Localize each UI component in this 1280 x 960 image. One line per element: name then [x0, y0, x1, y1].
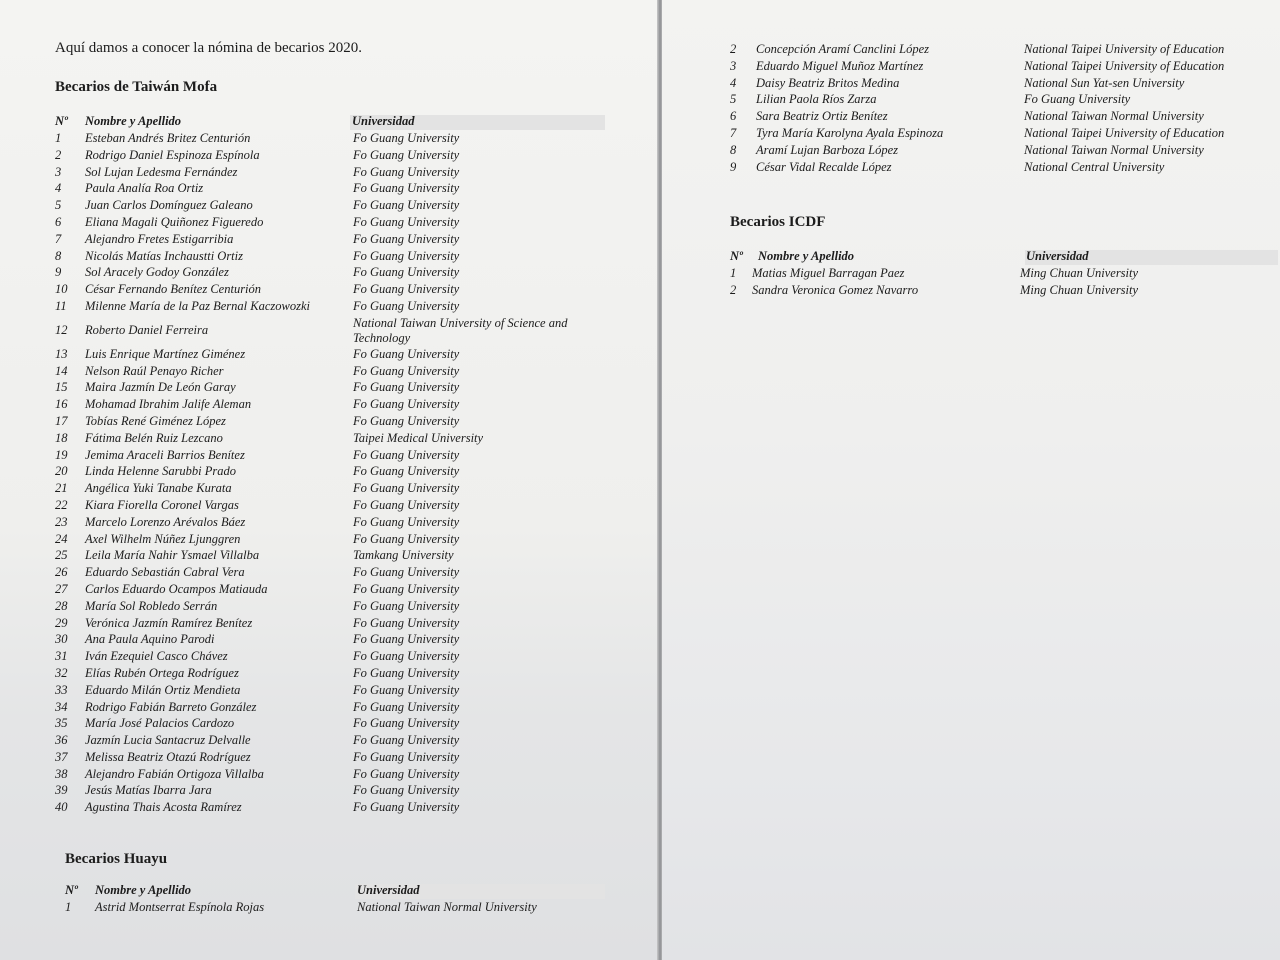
university: Fo Guang University	[353, 565, 460, 580]
student-name: Jesús Matías Ibarra Jara	[85, 783, 212, 798]
university: Fo Guang University	[353, 699, 460, 714]
university: Fo Guang University	[353, 481, 460, 496]
table-row	[55, 364, 615, 381]
row-number: 35	[55, 716, 68, 731]
university: Fo Guang University	[353, 447, 460, 462]
student-name: Axel Wilhelm Núñez Ljunggren	[85, 531, 241, 546]
student-name: Iván Ezequiel Casco Chávez	[85, 649, 228, 664]
table-row	[55, 649, 615, 666]
university: National Taiwan Normal University	[1024, 142, 1204, 157]
table-row	[55, 316, 615, 347]
university: National Sun Yat-sen University	[1024, 75, 1185, 90]
table-row	[55, 733, 615, 750]
university: Fo Guang University	[353, 363, 460, 378]
table-row	[55, 165, 615, 182]
student-name: Mohamad Ibrahim Jalife Aleman	[85, 397, 252, 412]
row-number: 32	[55, 665, 68, 680]
student-name: Tobías René Giménez López	[85, 413, 226, 428]
university: National Taiwan Normal University	[357, 900, 537, 914]
student-name: Lilian Paola Ríos Zarza	[756, 92, 877, 107]
university: Fo Guang University	[353, 214, 460, 229]
student-name: Marcelo Lorenzo Arévalos Báez	[85, 514, 246, 529]
student-name: Milenne María de la Paz Bernal Kaczowozki	[85, 298, 310, 313]
university: Fo Guang University	[353, 397, 460, 412]
university: Fo Guang University	[353, 632, 460, 647]
table-row	[55, 282, 615, 299]
row-number: 36	[55, 733, 68, 748]
university: National Taipei University of Education	[1024, 42, 1225, 56]
table-row	[55, 347, 615, 364]
student-name: Sol Lujan Ledesma Fernández	[85, 164, 238, 179]
student-name: Carlos Eduardo Ocampos Matiauda	[85, 581, 268, 596]
row-number: 25	[55, 548, 68, 563]
col-num-header: Nº	[55, 114, 68, 128]
table-row	[730, 283, 1270, 300]
student-name: Jazmín Lucia Santacruz Delvalle	[85, 733, 251, 748]
student-name: Astrid Montserrat Espínola Rojas	[95, 900, 265, 914]
university: National Central University	[1024, 159, 1165, 174]
row-number: 39	[55, 783, 68, 798]
table-row	[55, 666, 615, 683]
table-row	[55, 700, 615, 717]
table-row	[730, 266, 1270, 283]
student-name: Tyra María Karolyna Ayala Espinoza	[756, 125, 944, 140]
row-number: 10	[55, 282, 68, 297]
university: Fo Guang University	[353, 766, 460, 781]
student-name: Luis Enrique Martínez Giménez	[85, 346, 246, 361]
table-row	[730, 76, 1270, 93]
university: Fo Guang University	[353, 265, 460, 280]
student-name: Verónica Jazmín Ramírez Benítez	[85, 615, 253, 630]
row-number: 20	[55, 464, 68, 479]
university: Fo Guang University	[353, 413, 460, 428]
icdf-heading: Becarios ICDF	[730, 214, 826, 230]
table-row	[55, 616, 615, 633]
student-name: Jemima Araceli Barrios Benítez	[85, 447, 245, 462]
table-row	[55, 431, 615, 448]
student-name: Kiara Fiorella Coronel Vargas	[85, 497, 239, 512]
university: Fo Guang University	[353, 531, 460, 546]
student-name: Matias Miguel Barragan Paez	[752, 266, 905, 280]
student-name: Fátima Belén Ruiz Lezcano	[85, 430, 223, 445]
row-number: 7	[730, 125, 737, 140]
row-number: 13	[55, 346, 68, 361]
huayu-list-part1	[65, 900, 605, 917]
huayu-list-part2	[730, 42, 1270, 176]
row-number: 2	[730, 282, 737, 297]
student-name: César Vidal Recalde López	[756, 159, 892, 174]
row-number: 34	[55, 699, 68, 714]
col-name-header: Nombre y Apellido	[95, 883, 192, 897]
row-number: 30	[55, 632, 68, 647]
row-number: 27	[55, 581, 68, 596]
university: Fo Guang University	[1024, 92, 1131, 107]
table-row	[55, 215, 615, 232]
row-number: 8	[55, 248, 62, 263]
huayu-table-header	[65, 883, 605, 899]
student-name: Alejandro Fretes Estigarribia	[85, 231, 234, 246]
student-name: María Sol Robledo Serrán	[85, 598, 218, 613]
huayu-heading: Becarios Huayu	[65, 851, 168, 867]
row-number: 4	[55, 181, 62, 196]
table-row	[55, 249, 615, 266]
row-number: 1	[730, 266, 737, 280]
row-number: 14	[55, 363, 68, 378]
university: Fo Guang University	[353, 298, 460, 313]
university: Tamkang University	[353, 548, 454, 563]
student-name: Nicolás Matías Inchaustti Ortiz	[85, 248, 243, 263]
row-number: 2	[55, 147, 62, 162]
row-number: 38	[55, 766, 68, 781]
university: Fo Guang University	[353, 497, 460, 512]
university: Fo Guang University	[353, 800, 460, 815]
university: Fo Guang University	[353, 783, 460, 798]
university: Taipei Medical University	[353, 430, 484, 445]
student-name: Leila María Nahir Ysmael Villalba	[85, 548, 260, 563]
row-number: 1	[65, 900, 72, 914]
student-name: Alejandro Fabián Ortigoza Villalba	[85, 766, 264, 781]
university: Fo Guang University	[353, 581, 460, 596]
table-row	[55, 750, 615, 767]
university: Fo Guang University	[353, 716, 460, 731]
mofa-list	[55, 131, 615, 817]
table-row	[55, 397, 615, 414]
table-row	[55, 299, 615, 316]
student-name: Sandra Veronica Gomez Navarro	[752, 282, 919, 297]
table-row	[55, 481, 615, 498]
row-number: 29	[55, 615, 68, 630]
row-number: 17	[55, 413, 68, 428]
table-row	[55, 716, 615, 733]
icdf-table-header	[730, 249, 1278, 265]
col-num-header: Nº	[65, 883, 78, 897]
student-name: Concepción Aramí Canclini López	[756, 42, 930, 56]
col-name-header: Nombre y Apellido	[85, 114, 182, 128]
table-row	[55, 515, 615, 532]
table-row	[55, 380, 615, 397]
table-row	[730, 143, 1270, 160]
table-row	[730, 42, 1270, 59]
student-name: Nelson Raúl Penayo Richer	[85, 363, 224, 378]
table-row	[55, 783, 615, 800]
university: Fo Guang University	[353, 181, 460, 196]
university: Fo Guang University	[353, 615, 460, 630]
row-number: 6	[730, 109, 737, 124]
student-name: Esteban Andrés Britez Centurión	[85, 131, 251, 145]
table-row	[55, 548, 615, 565]
row-number: 5	[55, 198, 62, 213]
student-name: Eduardo Sebastián Cabral Vera	[85, 565, 245, 580]
university: Fo Guang University	[353, 231, 460, 246]
university: Fo Guang University	[353, 346, 460, 361]
row-number: 5	[730, 92, 737, 107]
right-page	[662, 0, 1280, 960]
row-number: 23	[55, 514, 68, 529]
university: Ming Chuan University	[1020, 282, 1139, 297]
student-name: Angélica Yuki Tanabe Kurata	[85, 481, 232, 496]
table-row	[55, 632, 615, 649]
row-number: 4	[730, 75, 737, 90]
table-row	[55, 148, 615, 165]
student-name: Eduardo Milán Ortiz Mendieta	[85, 682, 241, 697]
row-number: 28	[55, 598, 68, 613]
col-uni-header: Universidad	[352, 114, 415, 128]
row-number: 2	[730, 42, 737, 56]
table-row	[55, 232, 615, 249]
student-name: Linda Helenne Sarubbi Prado	[85, 464, 237, 479]
table-row	[730, 109, 1270, 126]
student-name: Elías Rubén Ortega Rodríguez	[85, 665, 239, 680]
row-number: 37	[55, 749, 68, 764]
table-row	[55, 683, 615, 700]
student-name: César Fernando Benítez Centurión	[85, 282, 262, 297]
university: Fo Guang University	[353, 514, 460, 529]
student-name: Eduardo Miguel Muñoz Martínez	[756, 58, 924, 73]
table-row	[55, 565, 615, 582]
row-number: 3	[55, 164, 62, 179]
row-number: 18	[55, 430, 68, 445]
university: Fo Guang University	[353, 649, 460, 664]
table-row	[55, 198, 615, 215]
row-number: 12	[55, 322, 68, 337]
col-uni-header: Universidad	[357, 883, 420, 897]
table-row	[65, 900, 605, 917]
table-row	[55, 414, 615, 431]
intro-text: Aquí damos a conocer la nómina de becarios 2020.	[55, 40, 362, 56]
table-row	[730, 59, 1270, 76]
row-number: 7	[55, 231, 62, 246]
row-number: 11	[55, 298, 67, 313]
university: Fo Guang University	[353, 147, 460, 162]
student-name: Maira Jazmín De León Garay	[85, 380, 236, 395]
col-uni-header: Universidad	[1026, 249, 1089, 263]
row-number: 24	[55, 531, 68, 546]
university: Fo Guang University	[353, 380, 460, 395]
student-name: María José Palacios Cardozo	[85, 716, 235, 731]
student-name: Rodrigo Daniel Espinoza Espínola	[85, 147, 260, 162]
table-row	[730, 126, 1270, 143]
table-row	[55, 767, 615, 784]
student-name: Juan Carlos Domínguez Galeano	[85, 198, 253, 213]
row-number: 8	[730, 142, 737, 157]
student-name: Aramí Lujan Barboza López	[756, 142, 899, 157]
table-row	[55, 599, 615, 616]
university: Fo Guang University	[353, 733, 460, 748]
row-number: 19	[55, 447, 68, 462]
table-row	[730, 92, 1270, 109]
table-row	[55, 265, 615, 282]
row-number: 9	[55, 265, 62, 280]
mofa-heading: Becarios de Taiwán Mofa	[55, 79, 218, 95]
row-number: 21	[55, 481, 68, 496]
row-number: 40	[55, 800, 68, 815]
university: Fo Guang University	[353, 665, 460, 680]
table-row	[55, 498, 615, 515]
icdf-list	[730, 266, 1270, 300]
col-num-header: Nº	[730, 249, 743, 263]
row-number: 33	[55, 682, 68, 697]
student-name: Ana Paula Aquino Parodi	[85, 632, 215, 647]
row-number: 22	[55, 497, 68, 512]
university: National Taipei University of Education	[1024, 58, 1225, 73]
table-row	[55, 448, 615, 465]
table-row	[55, 464, 615, 481]
table-row	[55, 800, 615, 817]
student-name: Roberto Daniel Ferreira	[85, 322, 209, 337]
row-number: 31	[55, 649, 68, 664]
university: National Taiwan University of Science and Technology	[353, 315, 568, 345]
university: National Taiwan Normal University	[1024, 109, 1204, 124]
student-name: Rodrigo Fabián Barreto González	[85, 699, 257, 714]
mofa-table-header	[55, 114, 605, 130]
row-number: 3	[730, 58, 737, 73]
student-name: Sol Aracely Godoy González	[85, 265, 229, 280]
university: Fo Guang University	[353, 464, 460, 479]
col-name-header: Nombre y Apellido	[758, 249, 855, 263]
row-number: 1	[55, 131, 62, 145]
student-name: Sara Beatriz Ortiz Benítez	[756, 109, 888, 124]
university: Fo Guang University	[353, 164, 460, 179]
row-number: 26	[55, 565, 68, 580]
row-number: 6	[55, 214, 62, 229]
university: Fo Guang University	[353, 749, 460, 764]
student-name: Daisy Beatriz Britos Medina	[756, 75, 900, 90]
row-number: 15	[55, 380, 68, 395]
university: Fo Guang University	[353, 131, 460, 145]
student-name: Agustina Thais Acosta Ramírez	[85, 800, 242, 815]
university: Fo Guang University	[353, 682, 460, 697]
table-row	[730, 160, 1270, 177]
row-number: 9	[730, 159, 737, 174]
university: Fo Guang University	[353, 282, 460, 297]
student-name: Melissa Beatriz Otazú Rodríguez	[85, 749, 251, 764]
table-row	[55, 131, 615, 148]
university: Ming Chuan University	[1020, 266, 1139, 280]
table-row	[55, 532, 615, 549]
student-name: Eliana Magali Quiñonez Figueredo	[85, 214, 264, 229]
table-row	[55, 582, 615, 599]
student-name: Paula Analía Roa Ortiz	[85, 181, 204, 196]
table-row	[55, 181, 615, 198]
university: National Taipei University of Education	[1024, 125, 1225, 140]
university: Fo Guang University	[353, 598, 460, 613]
university: Fo Guang University	[353, 198, 460, 213]
row-number: 16	[55, 397, 68, 412]
university: Fo Guang University	[353, 248, 460, 263]
